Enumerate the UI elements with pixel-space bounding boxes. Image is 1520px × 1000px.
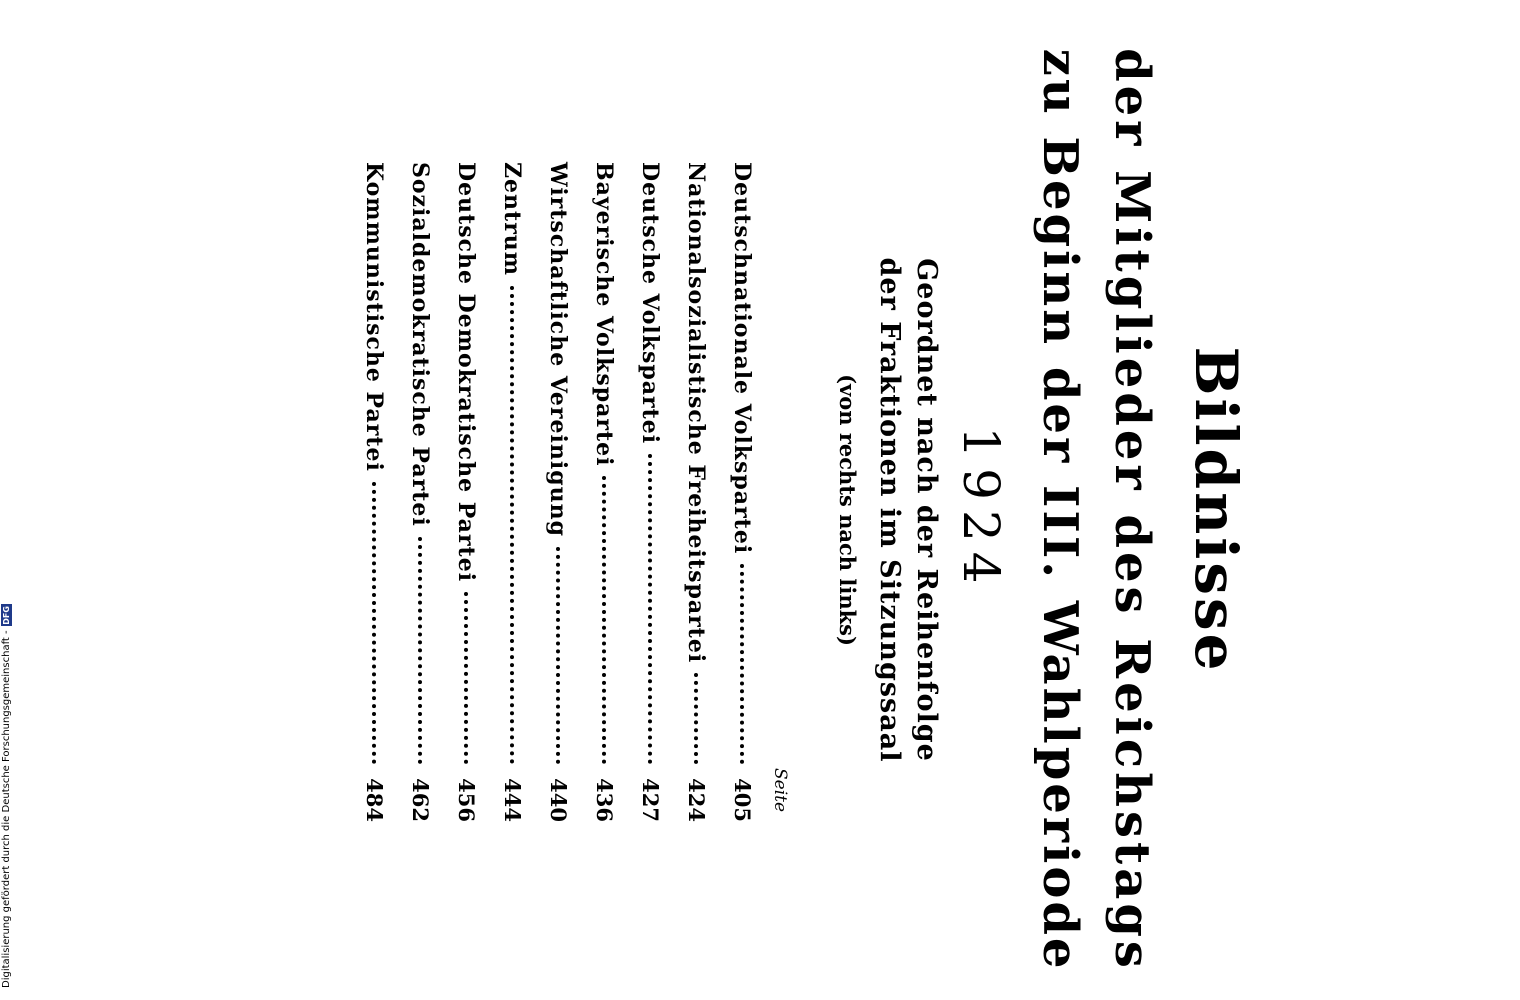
toc-entry-page: 424 <box>684 778 709 822</box>
leader-dots <box>648 454 652 764</box>
leader-dots <box>740 564 744 764</box>
toc-entry-name: Nationalsozialistische Freiheitspartei <box>683 162 709 664</box>
subtitle-line-3: (von rechts nach links) <box>835 374 860 646</box>
toc-entry <box>617 162 663 822</box>
toc-entry <box>387 162 433 822</box>
toc-entry <box>433 162 479 822</box>
year: 1924 <box>952 426 1010 594</box>
leader-dots <box>602 476 606 764</box>
toc-entry-name: Kommunistische Partei <box>361 162 387 472</box>
page-column-header: Seite <box>770 768 790 813</box>
subtitle-line-1: Geordnet nach der Reihenfolge <box>911 258 942 762</box>
leader-dots <box>556 547 560 764</box>
toc-entry <box>709 162 755 822</box>
toc-entry-name: Deutsche Volkspartei <box>637 162 663 445</box>
credit-text: Digitalisierung gefördert durch die Deutsche Forschungsgemeinschaft - <box>1 630 12 988</box>
toc-entry-page: 444 <box>500 778 525 822</box>
leader-dots <box>464 592 468 764</box>
rotated-page <box>300 30 1300 990</box>
leader-dots <box>418 537 422 764</box>
table-of-contents <box>341 162 755 822</box>
dfg-logo: DFG <box>2 606 11 625</box>
title-line-1: Bildnisse <box>1182 346 1250 674</box>
toc-entry-name: Deutsche Demokratische Partei <box>453 162 479 583</box>
toc-entry-page: 462 <box>408 778 433 822</box>
title-line-2: der Mitglieder des Reichstags <box>1104 48 1160 972</box>
toc-entry-name: Bayerische Volkspartei <box>591 162 617 467</box>
toc-entry <box>663 162 709 822</box>
toc-entry-page: 427 <box>638 778 663 822</box>
leader-dots <box>510 286 514 764</box>
subtitle-line-2: der Fraktionen im Sitzungssaal <box>874 257 905 763</box>
toc-entry-page: 484 <box>362 778 387 822</box>
toc-entry-name: Zentrum <box>499 162 525 277</box>
digitization-credit <box>1 604 12 988</box>
toc-entry-page: 436 <box>592 778 617 822</box>
toc-entry <box>479 162 525 822</box>
toc-entry-page: 405 <box>730 778 755 822</box>
toc-entry-page: 456 <box>454 778 479 822</box>
toc-entry <box>571 162 617 822</box>
toc-entry <box>341 162 387 822</box>
leader-dots <box>372 482 376 764</box>
title-line-3: zu Beginn der III. Wahlperiode <box>1032 48 1088 972</box>
toc-entry-name: Wirtschaftliche Vereinigung <box>545 162 571 537</box>
toc-entry-page: 440 <box>546 778 571 822</box>
toc-entry <box>525 162 571 822</box>
toc-entry-name: Deutschnationale Volkspartei <box>729 162 755 555</box>
toc-entry-name: Sozialdemokratische Partei <box>407 162 433 527</box>
leader-dots <box>694 673 698 764</box>
